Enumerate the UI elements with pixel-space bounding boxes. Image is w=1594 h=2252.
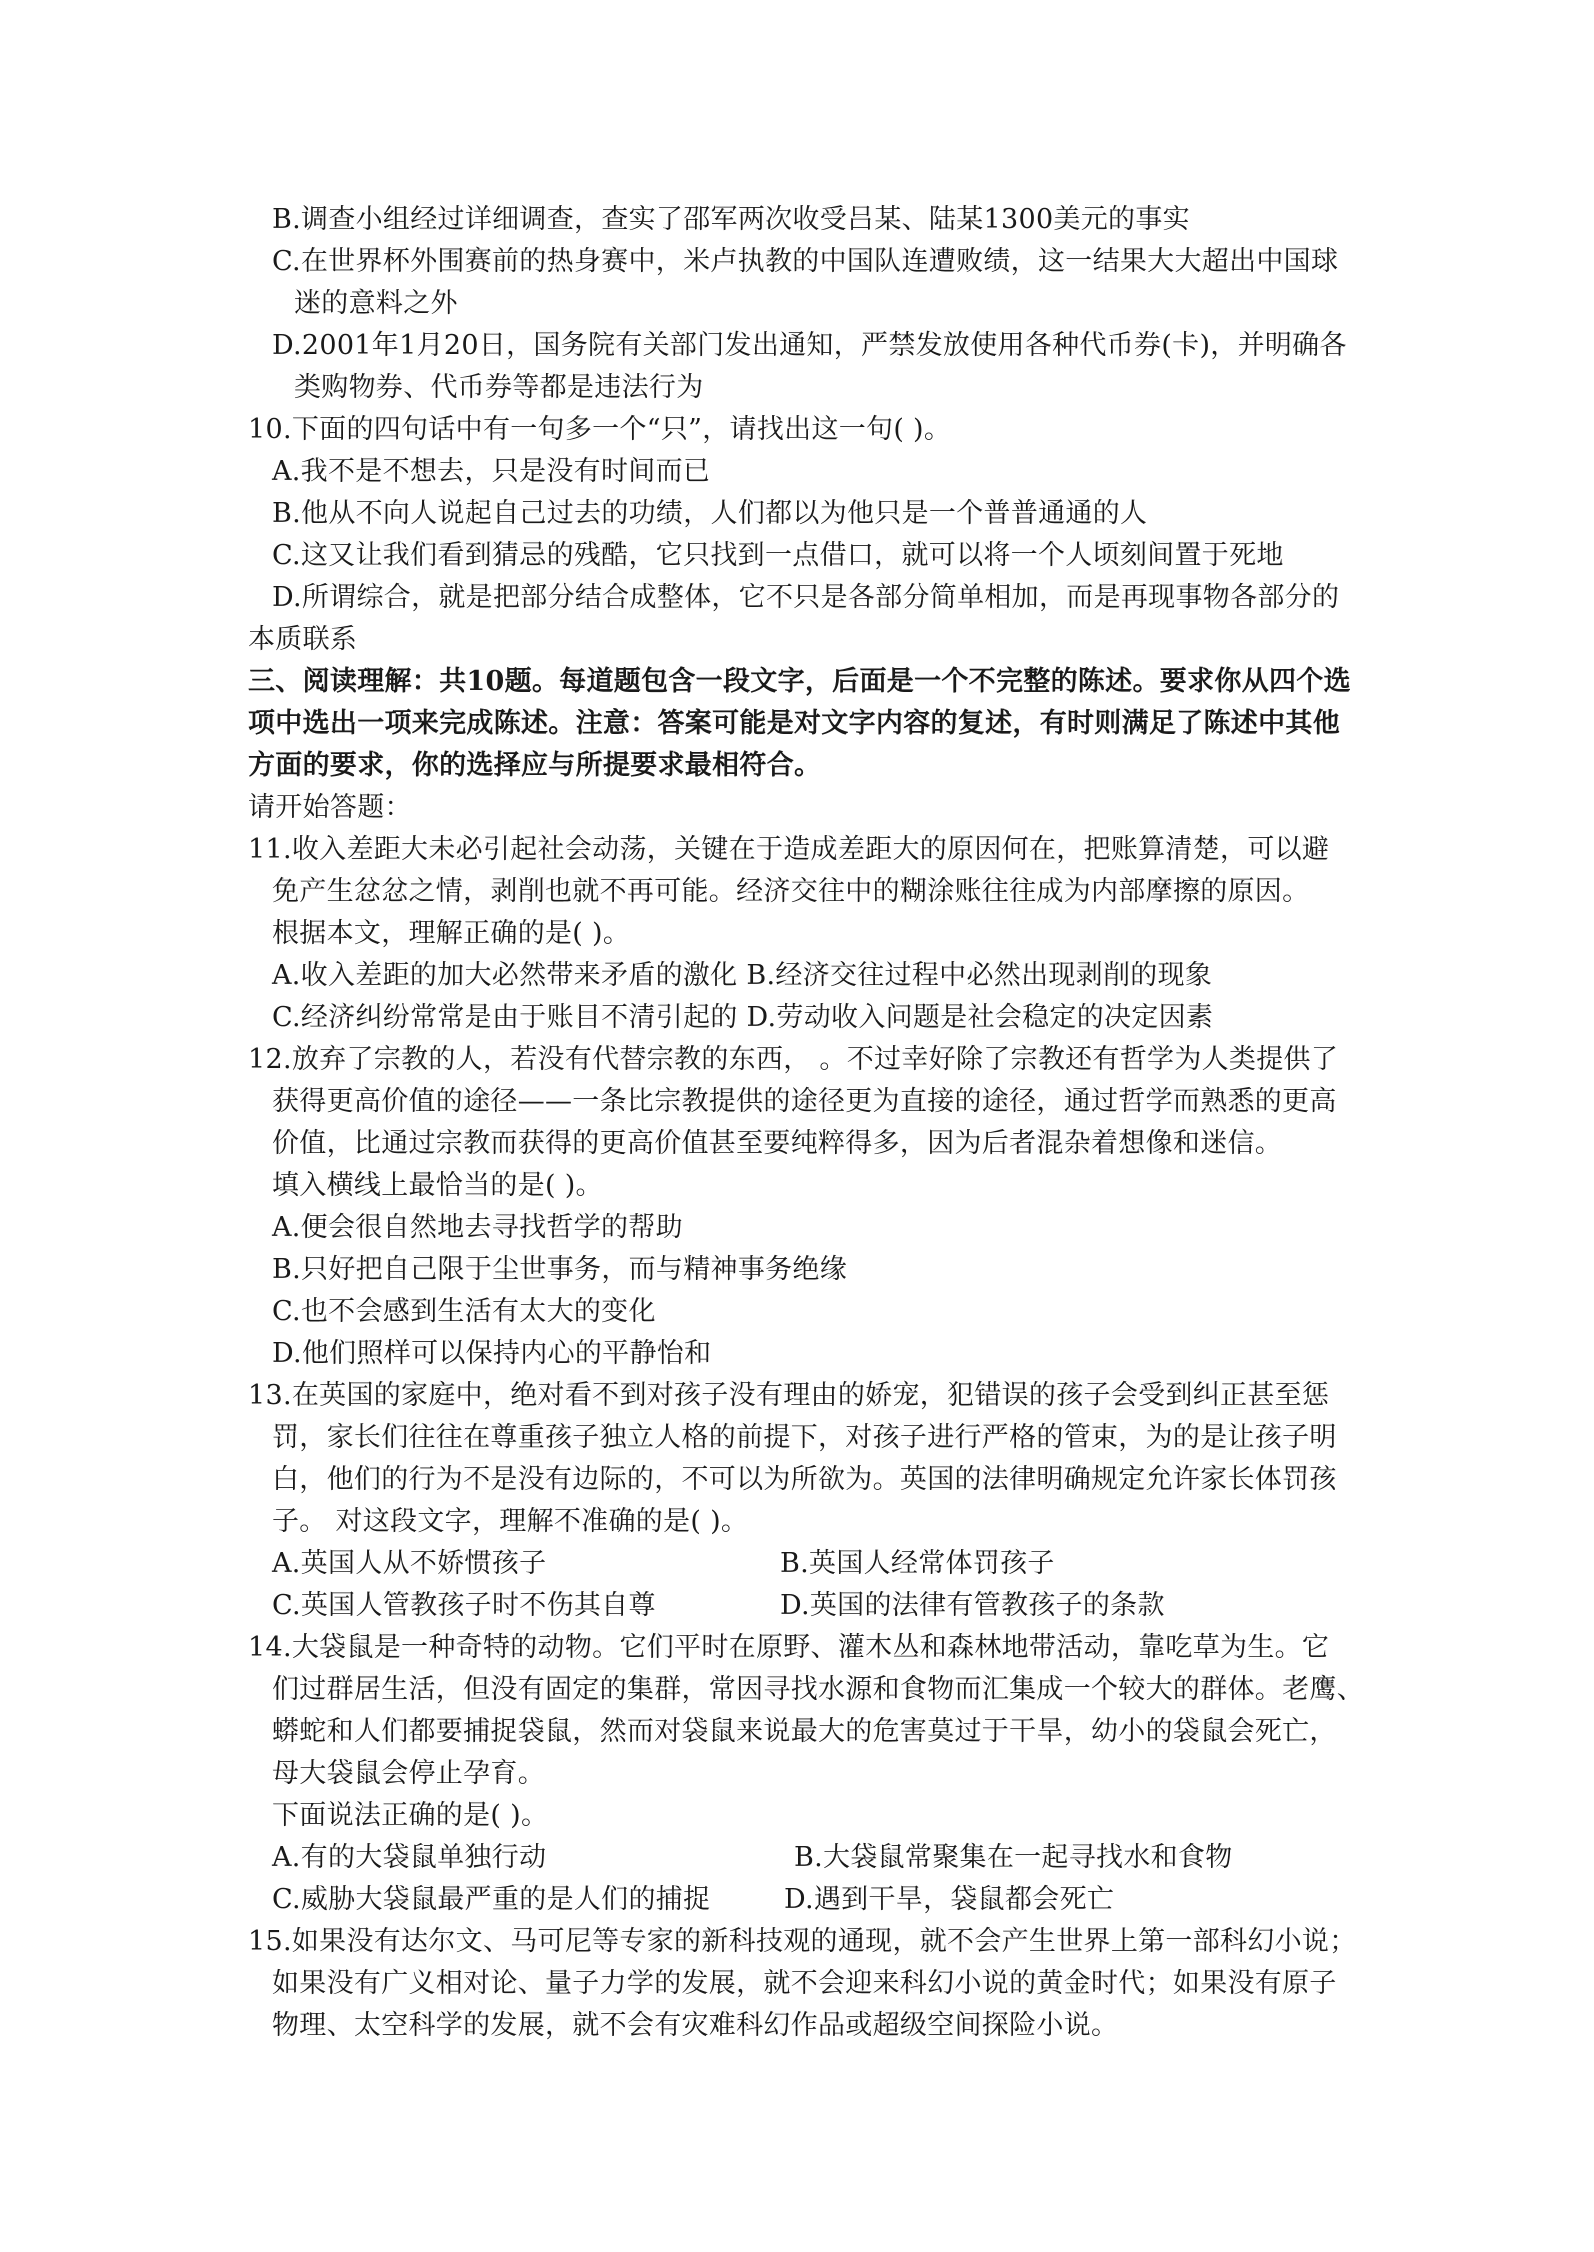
q11-options-c-d: C.经济纠纷常常是由于账目不清引起的 D.劳动收入问题是社会稳定的决定因素 bbox=[272, 1002, 1214, 1033]
q12-option-d: D.他们照样可以保持内心的平静怡和 bbox=[272, 1338, 712, 1369]
q9-option-c-line-1: C.在世界杯外围赛前的热身赛中，米卢执教的中国队连遭败绩，这一结果大大超出中国球 bbox=[272, 246, 1339, 277]
q11-line-1: 11.收入差距大未必引起社会动荡，关键在于造成差距大的原因何在，把账算清楚，可以避 bbox=[248, 834, 1330, 865]
q15-line-3: 物理、太空科学的发展，就不会有灾难科幻作品或超级空间探险小说。 bbox=[272, 2010, 1119, 2041]
q10-option-c: C.这又让我们看到猜忌的残酷，它只找到一点借口，就可以将一个人顷刻间置于死地 bbox=[272, 540, 1284, 571]
q14-line-1: 14.大袋鼠是一种奇特的动物。它们平时在原野、灌木丛和森林地带活动，靠吃草为生。它 bbox=[248, 1632, 1330, 1663]
q11-line-2: 免产生忿忿之情，剥削也就不再可能。经济交往中的糊涂账往往成为内部摩擦的原因。 bbox=[272, 876, 1310, 907]
section-3-heading-line-1: 三、阅读理解：共10题。每道题包含一段文字，后面是一个不完整的陈述。要求你从四个选 bbox=[248, 666, 1351, 697]
q14-line-2: 们过群居生活，但没有固定的集群，常因寻找水源和食物而汇集成一个较大的群体。老鹰、 bbox=[272, 1674, 1364, 1705]
q12-option-a: A.便会很自然地去寻找哲学的帮助 bbox=[272, 1212, 683, 1243]
q13-option-c: C.英国人管教孩子时不伤其自尊 bbox=[272, 1590, 656, 1621]
q14-line-4: 母大袋鼠会停止孕育。 bbox=[272, 1758, 545, 1789]
q13-line-2: 罚，家长们往往在尊重孩子独立人格的前提下，对孩子进行严格的管束，为的是让孩子明 bbox=[272, 1422, 1337, 1453]
q10-option-d-line-1: D.所谓综合，就是把部分结合成整体，它不只是各部分简单相加，而是再现事物各部分的 bbox=[272, 582, 1340, 613]
q10-stem: 10.下面的四句话中有一句多一个“只”，请找出这一句( )。 bbox=[248, 414, 952, 445]
q14-option-b: B.大袋鼠常聚集在一起寻找水和食物 bbox=[794, 1842, 1233, 1873]
q14-option-a: A.有的大袋鼠单独行动 bbox=[272, 1842, 547, 1873]
q13-option-d: D.英国的法律有管教孩子的条款 bbox=[780, 1590, 1165, 1621]
q13-option-b: B.英国人经常体罚孩子 bbox=[780, 1548, 1055, 1579]
q11-options-a-b: A.收入差距的加大必然带来矛盾的激化 B.经济交往过程中必然出现剥削的现象 bbox=[272, 960, 1213, 991]
q13-line-3: 白，他们的行为不是没有边际的，不可以为所欲为。英国的法律明确规定允许家长体罚孩 bbox=[272, 1464, 1337, 1495]
q15-line-1: 15.如果没有达尔文、马可尼等专家的新科技观的通现，就不会产生世界上第一部科幻小说； bbox=[248, 1926, 1357, 1957]
q12-line-2: 获得更高价值的途径——一条比宗教提供的途径更为直接的途径，通过哲学而熟悉的更高 bbox=[272, 1086, 1337, 1117]
q14-option-d: D.遇到干旱，袋鼠都会死亡 bbox=[784, 1884, 1115, 1915]
q14-line-5: 下面说法正确的是( )。 bbox=[272, 1800, 549, 1831]
section-3-heading-line-2: 项中选出一项来完成陈述。注意：答案可能是对文字内容的复述，有时则满足了陈述中其他 bbox=[248, 708, 1340, 739]
q12-option-b: B.只好把自己限于尘世事务，而与精神事务绝缘 bbox=[272, 1254, 848, 1285]
q10-option-d-line-2: 本质联系 bbox=[248, 624, 358, 655]
q9-option-d-line-1: D.2001年1月20日，国务院有关部门发出通知，严禁发放使用各种代币券(卡)，并明确各 bbox=[272, 330, 1347, 361]
q11-line-3: 根据本文，理解正确的是( )。 bbox=[272, 918, 631, 949]
q14-line-3: 蟒蛇和人们都要捕捉袋鼠，然而对袋鼠来说最大的危害莫过于干旱，幼小的袋鼠会死亡， bbox=[272, 1716, 1337, 1747]
q13-line-4: 子。 对这段文字，理解不准确的是( )。 bbox=[272, 1506, 749, 1537]
q13-option-a: A.英国人从不娇惯孩子 bbox=[272, 1548, 547, 1579]
q15-line-2: 如果没有广义相对论、量子力学的发展，就不会迎来科幻小说的黄金时代；如果没有原子 bbox=[272, 1968, 1337, 1999]
q9-option-c-line-2: 迷的意料之外 bbox=[294, 288, 458, 319]
q12-line-3: 价值，比通过宗教而获得的更高价值甚至要纯粹得多，因为后者混杂着想像和迷信。 bbox=[272, 1128, 1283, 1159]
q13-line-1: 13.在英国的家庭中，绝对看不到对孩子没有理由的娇宠，犯错误的孩子会受到纠正甚至惩 bbox=[248, 1380, 1330, 1411]
q10-option-b: B.他从不向人说起自己过去的功绩，人们都以为他只是一个普普通通的人 bbox=[272, 498, 1148, 529]
start-answering-label: 请开始答题： bbox=[248, 792, 412, 823]
q12-line-1: 12.放弃了宗教的人，若没有代替宗教的东西， 。不过幸好除了宗教还有哲学为人类提供了 bbox=[248, 1044, 1339, 1075]
section-3-heading-line-3: 方面的要求，你的选择应与所提要求最相符合。 bbox=[248, 750, 822, 781]
q12-line-4: 填入横线上最恰当的是( )。 bbox=[272, 1170, 603, 1201]
q9-option-d-line-2: 类购物券、代币券等都是违法行为 bbox=[294, 372, 704, 403]
q9-option-b: B.调查小组经过详细调查，查实了邵军两次收受吕某、陆某1300美元的事实 bbox=[272, 204, 1190, 235]
q10-option-a: A.我不是不想去，只是没有时间而已 bbox=[272, 456, 711, 487]
q14-option-c: C.威胁大袋鼠最严重的是人们的捕捉 bbox=[272, 1884, 711, 1915]
q12-option-c: C.也不会感到生活有太大的变化 bbox=[272, 1296, 656, 1327]
